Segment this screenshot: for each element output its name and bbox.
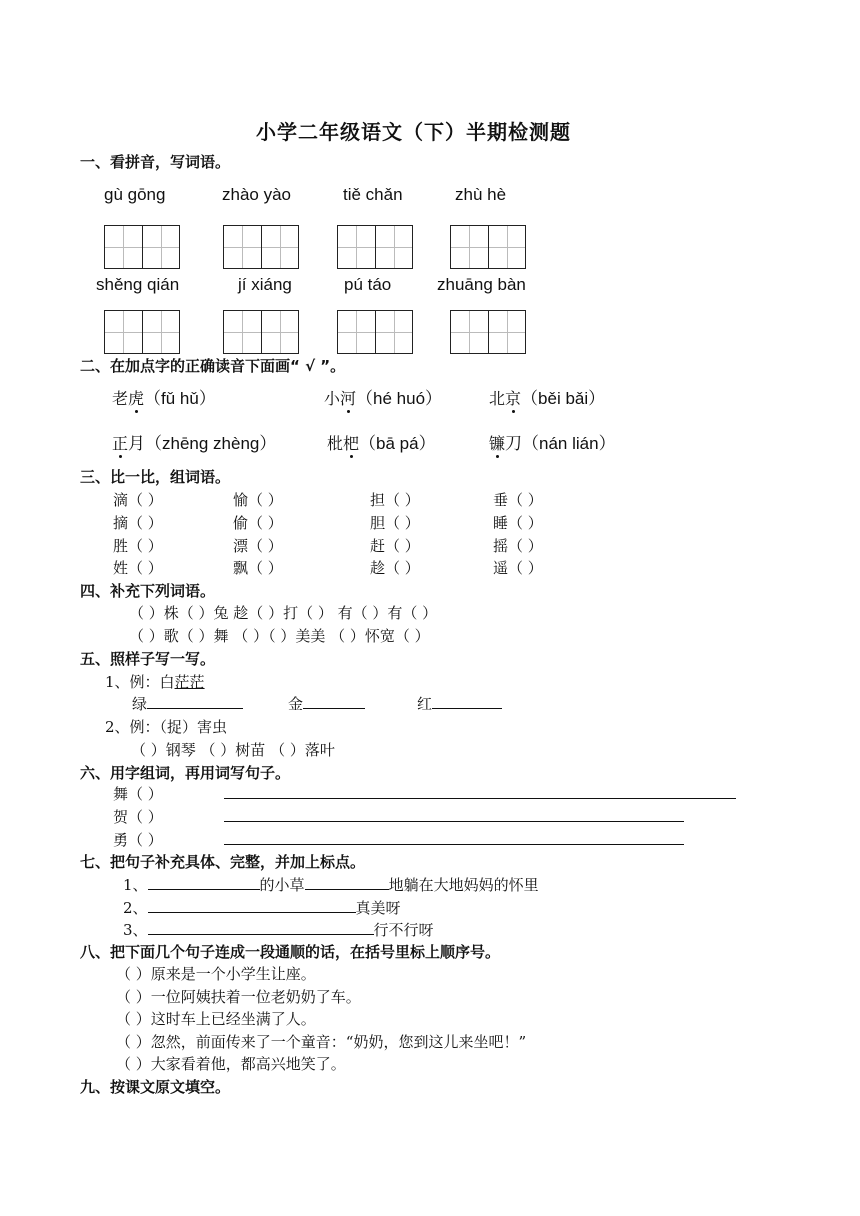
answer-line <box>224 844 684 845</box>
compare-item: 姓（ ） <box>113 559 163 577</box>
pattern-item-3: 红 <box>417 693 502 714</box>
section-7-heading: 七、把句子补充具体、完整，并加上标点。 <box>80 853 366 871</box>
compare-item: 趁（ ） <box>370 559 420 577</box>
compare-item: 滴（ ） <box>113 491 163 509</box>
compare-item: 摘（ ） <box>113 514 163 532</box>
compare-item: 胜（ ） <box>113 537 163 555</box>
section-4-heading: 四、补充下列词语。 <box>80 582 216 600</box>
section-9-heading: 九、按课文原文填空。 <box>80 1078 231 1096</box>
word-item-1: 舞（ ） <box>113 785 163 803</box>
writing-grid-8[interactable] <box>450 310 526 354</box>
writing-grid-6[interactable] <box>223 310 299 354</box>
writing-grid-4[interactable] <box>450 225 526 269</box>
pinyin-1: gù gōng <box>104 185 166 204</box>
word-item-2: 贺（ ） <box>113 808 163 826</box>
sentence-item-2: 2、 真美呀 <box>123 899 401 917</box>
compare-item: 遥（ ） <box>493 559 543 577</box>
writing-grid-2[interactable] <box>223 225 299 269</box>
order-item-2: （ ）一位阿姨扶着一位老奶奶了车。 <box>116 988 361 1006</box>
pinyin-3: tiě chǎn <box>343 185 403 204</box>
compare-item: 愉（ ） <box>233 491 283 509</box>
pattern-item-1: 绿 <box>132 693 243 714</box>
answer-line <box>224 821 684 822</box>
section-5-heading: 五、照样子写一写。 <box>80 650 216 668</box>
pattern-item-2: 金 <box>288 693 365 714</box>
compare-item: 睡（ ） <box>493 514 543 532</box>
section-2-heading: 二、在加点字的正确读音下面画“ √ ”。 <box>80 357 346 375</box>
compare-item: 胆（ ） <box>370 514 420 532</box>
word-item-3: 勇（ ） <box>113 831 163 849</box>
page-title: 小学二年级语文（下）半期检测题 <box>256 120 571 144</box>
pinyin-5: shěng qián <box>96 275 180 294</box>
pinyin-4: zhù hè <box>455 185 507 204</box>
section-3-heading: 三、比一比，组词语。 <box>80 468 231 486</box>
example-2-row: （ ）钢琴 （ ）树苗 （ ）落叶 <box>131 741 335 759</box>
reading-item-3: 北京（běi bǎi） <box>489 384 605 409</box>
compare-item: 漂（ ） <box>233 537 283 555</box>
compare-item: 垂（ ） <box>493 491 543 509</box>
order-item-5: （ ）大家看着他，都高兴地笑了。 <box>116 1055 346 1073</box>
sentence-item-1: 1、 的小草 地躺在大地妈妈的怀里 <box>123 876 539 894</box>
compare-item: 偷（ ） <box>233 514 283 532</box>
compare-item: 担（ ） <box>370 491 420 509</box>
sentence-item-3: 3、 行不行呀 <box>123 921 434 939</box>
example-2: 2、例：（捉）害虫 <box>105 718 228 736</box>
writing-grid-3[interactable] <box>337 225 413 269</box>
compare-item: 赶（ ） <box>370 537 420 555</box>
pinyin-2: zhào yào <box>222 185 291 204</box>
reading-item-1: 老虎（fǔ hǔ） <box>112 384 216 409</box>
order-item-3: （ ）这时车上已经坐满了人。 <box>116 1010 316 1028</box>
reading-item-4: 正月（zhēng zhèng） <box>112 429 276 454</box>
compare-item: 摇（ ） <box>493 537 543 555</box>
section-6-heading: 六、用字组词，再用词写句子。 <box>80 764 291 782</box>
compare-item: 飘（ ） <box>233 559 283 577</box>
pinyin-7: pú táo <box>344 275 392 294</box>
reading-item-5: 枇杷（bā pá） <box>327 429 436 454</box>
order-item-4: （ ）忽然，前面传来了一个童音：“奶奶，您到这儿来坐吧！” <box>116 1033 527 1051</box>
writing-grid-5[interactable] <box>104 310 180 354</box>
pinyin-6: jí xiáng <box>238 275 292 294</box>
section-8-heading: 八、把下面几个句子连成一段通顺的话，在括号里标上顺序号。 <box>80 943 501 961</box>
idiom-row-1: （ ）株（ ）兔 趁（ ）打（ ） 有（ ）有（ ） <box>129 604 438 622</box>
idiom-row-2: （ ）歌（ ）舞 （ ）（ ）美美 （ ）怀宽（ ） <box>129 627 430 645</box>
writing-grid-7[interactable] <box>337 310 413 354</box>
example-1: 1、例：白茫茫 <box>105 673 205 691</box>
writing-grid-1[interactable] <box>104 225 180 269</box>
answer-line <box>224 798 736 799</box>
reading-item-2: 小河（hé huó） <box>324 384 442 409</box>
section-1-heading: 一、看拼音，写词语。 <box>80 153 231 171</box>
order-item-1: （ ）原来是一个小学生让座。 <box>116 965 316 983</box>
reading-item-6: 镰刀（nán lián） <box>489 429 616 454</box>
pinyin-8: zhuāng bàn <box>437 275 526 294</box>
